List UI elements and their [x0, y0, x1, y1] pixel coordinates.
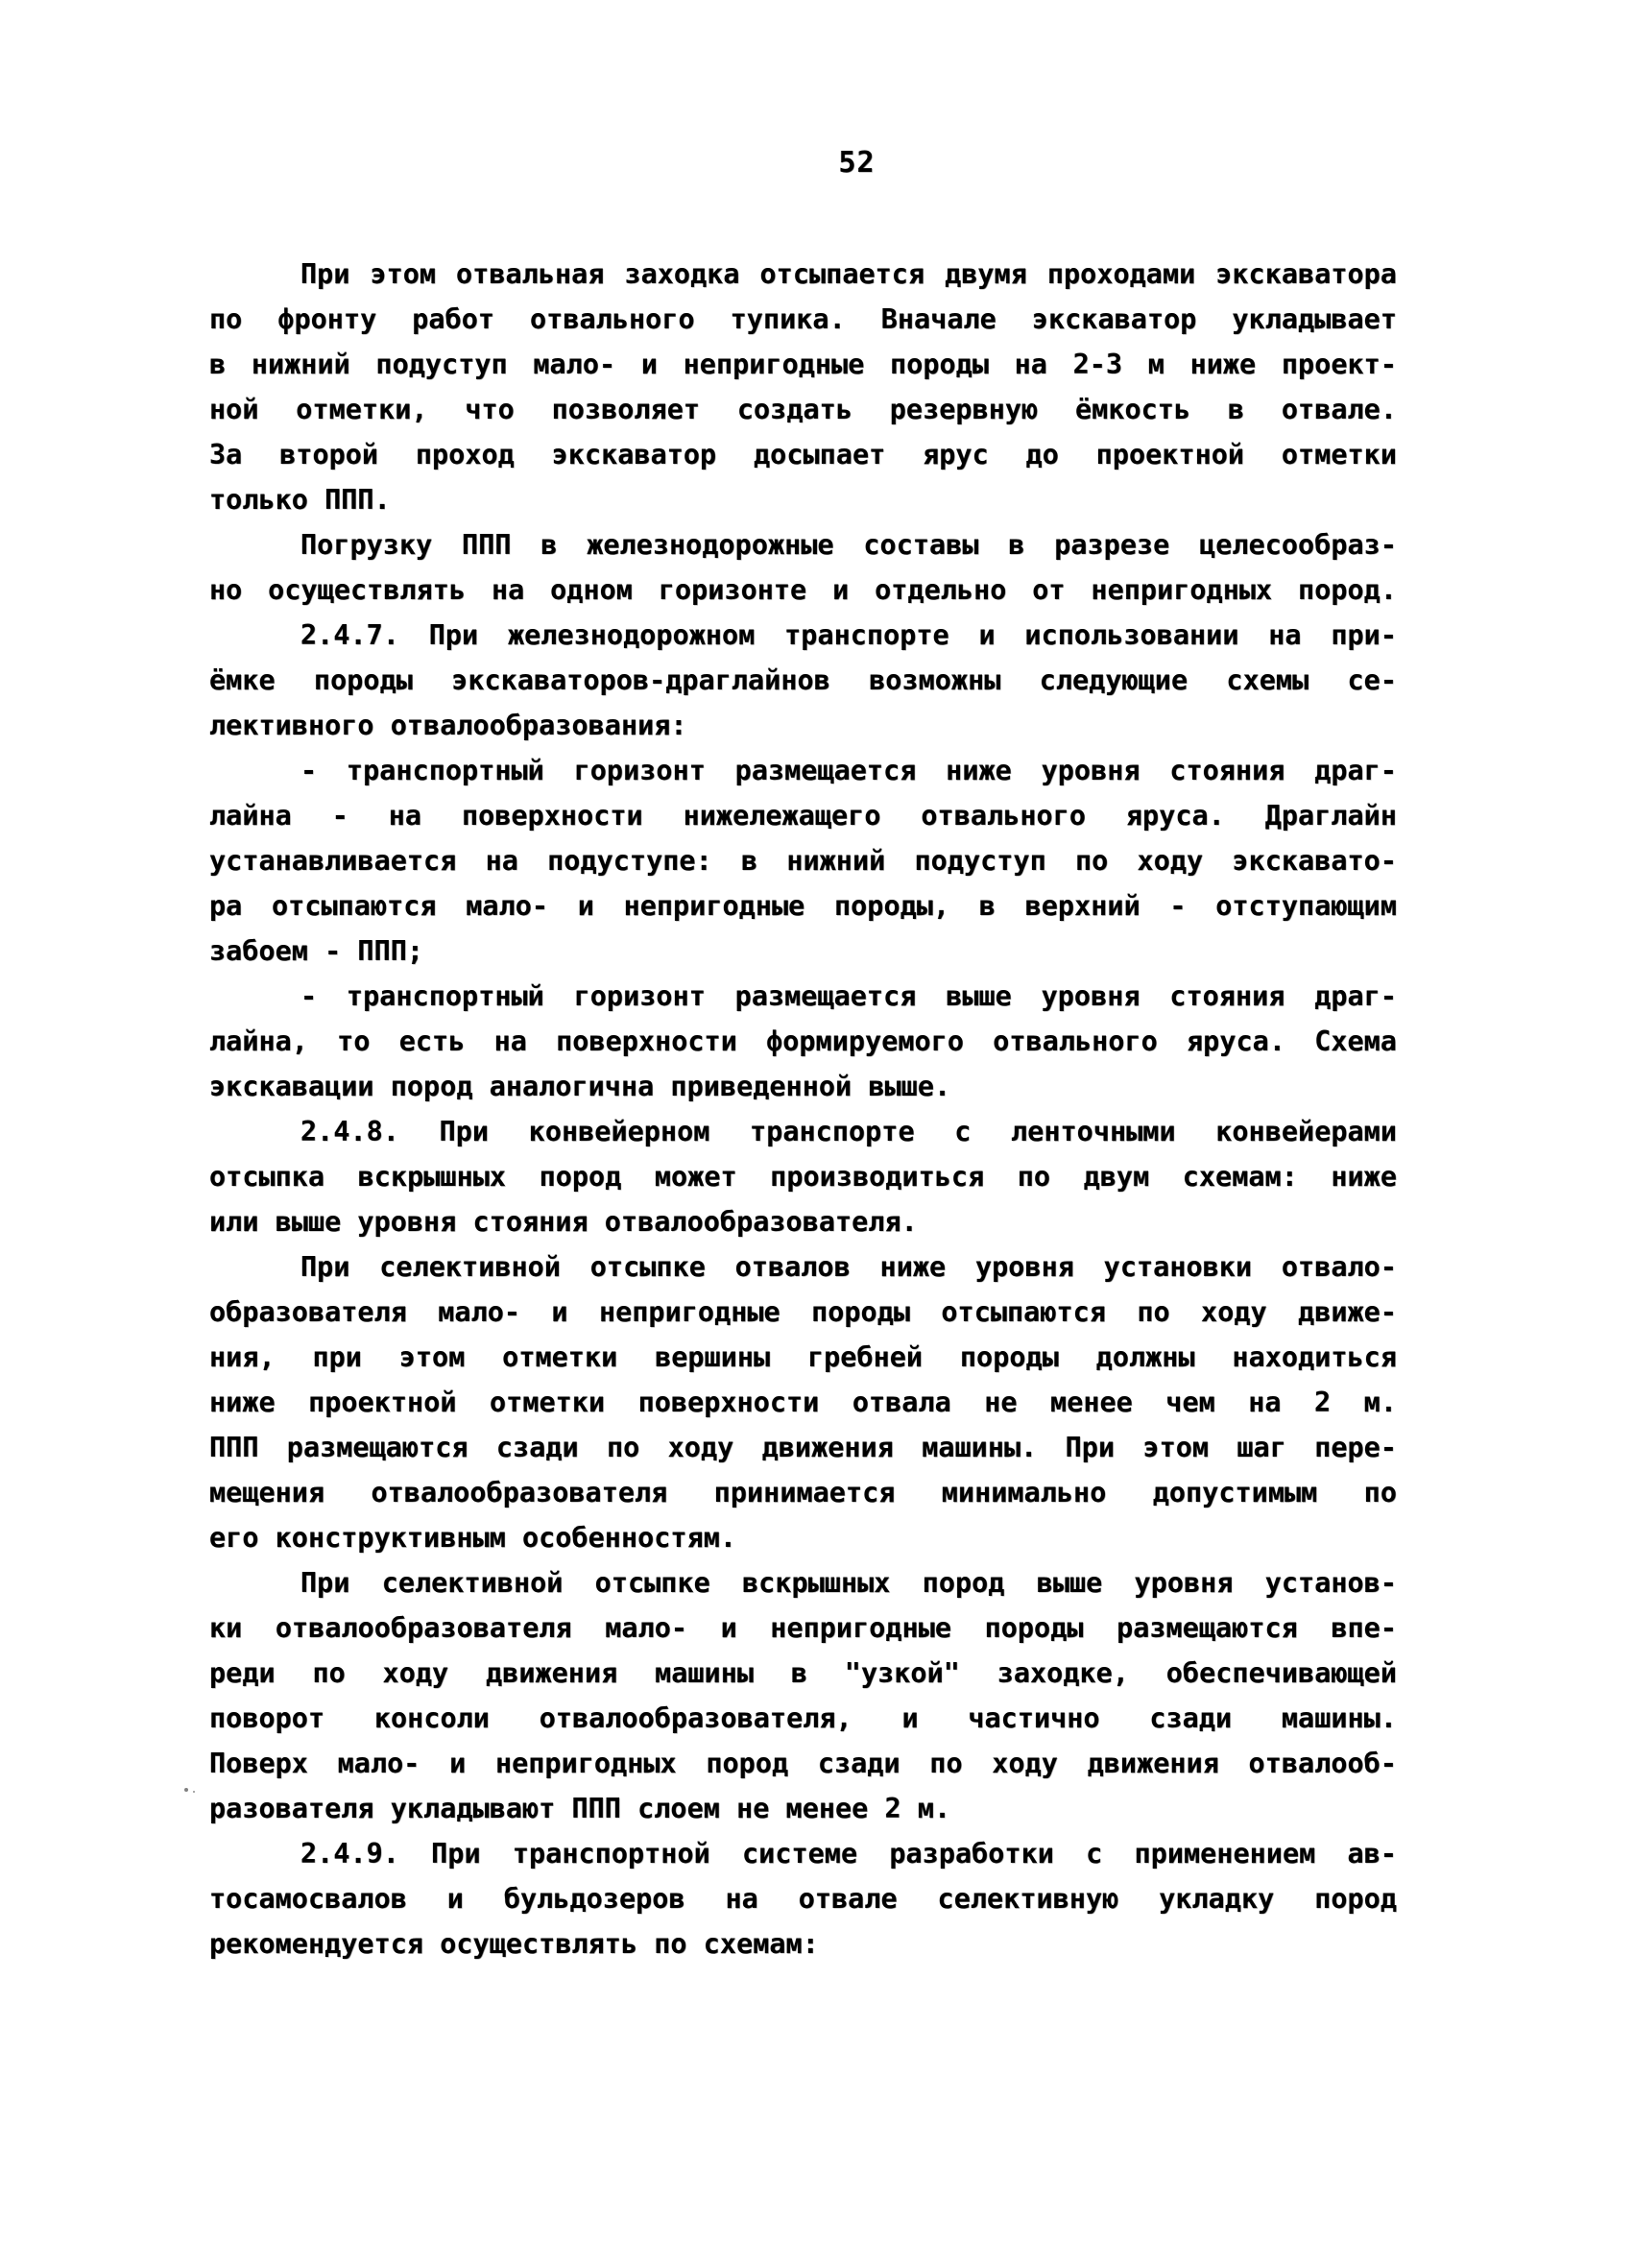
text-line: ниже проектной отметки поверхности отвала не менее чем на 2 м.	[209, 1387, 1397, 1418]
text-line: ной отметки, что позволяет создать резервную ёмкость в отвале.	[209, 394, 1397, 425]
paragraph	[209, 1109, 1397, 1244]
text-line: рекомендуется осуществлять по схемам:	[209, 1928, 819, 1960]
text-line: ра отсыпаются мало- и непригодные породы, в верхний - отступающим	[209, 890, 1397, 922]
text-line: лективного отвалообразования:	[209, 710, 687, 741]
text-line: отсыпка вскрышных пород может производиться по двум схемам: ниже	[209, 1161, 1397, 1193]
text-line: устанавливается на подуступе: в нижний подуступ по ходу экскавато-	[209, 845, 1397, 877]
paragraph	[209, 748, 1397, 974]
text-line: При этом отвальная заходка отсыпается двумя проходами экскаватора	[300, 258, 1397, 290]
text-line: ППП размещаются сзади по ходу движения машины. При этом шаг пере-	[209, 1432, 1397, 1463]
text-line: При селективной отсыпке вскрышных пород выше уровня установ-	[300, 1567, 1397, 1599]
text-line: тосамосвалов и бульдозеров на отвале селективную укладку пород	[209, 1883, 1397, 1915]
text-line: образователя мало- и непригодные породы отсыпаются по ходу движе-	[209, 1296, 1397, 1328]
paragraph	[209, 1244, 1397, 1560]
text-line: разователя укладывают ППП слоем не менее 2 м.	[209, 1793, 951, 1824]
text-line: его конструктивным особенностям.	[209, 1522, 737, 1554]
text-line: мещения отвалообразователя принимается минимально допустимым по	[209, 1477, 1397, 1508]
text-line: но осуществлять на одном горизонте и отдельно от непригодных пород.	[209, 574, 1397, 606]
text-line: 2.4.7. При железнодорожном транспорте и использовании на при-	[300, 619, 1397, 651]
text-line: За второй проход экскаватор досыпает ярус до проектной отметки	[209, 439, 1397, 470]
text-line: лайна, то есть на поверхности формируемого отвального яруса. Схема	[209, 1025, 1397, 1057]
text-line: поворот консоли отвалообразователя, и частично сзади машины.	[209, 1702, 1397, 1734]
text-line: или выше уровня стояния отвалообразователя.	[209, 1206, 918, 1238]
text-line: - транспортный горизонт размещается ниже уровня стояния драг-	[300, 755, 1397, 786]
text-line: забоем - ППП;	[209, 935, 424, 967]
text-line: Погрузку ППП в железнодорожные составы в разрезе целесообраз-	[300, 529, 1397, 561]
scan-speck	[184, 1788, 188, 1792]
text-line: При селективной отсыпке отвалов ниже уровня установки отвало-	[300, 1251, 1397, 1283]
text-line: реди по ходу движения машины в "узкой" заходке, обеспечивающей	[209, 1657, 1397, 1689]
text-line: ки отвалообразователя мало- и непригодные породы размещаются впе-	[209, 1612, 1397, 1644]
paragraph	[209, 613, 1397, 748]
text-block	[209, 252, 1397, 1966]
page-number: 52	[838, 146, 876, 180]
text-line: в нижний подуступ мало- и непригодные породы на 2-3 м ниже проект-	[209, 349, 1397, 380]
text-line: ёмке породы экскаваторов-драглайнов возможны следующие схемы се-	[209, 664, 1397, 696]
text-line: 2.4.8. При конвейерном транспорте с ленточными конвейерами	[300, 1116, 1397, 1147]
paragraph	[209, 1831, 1397, 1966]
text-line: по фронту работ отвального тупика. Вначале экскаватор укладывает	[209, 303, 1397, 335]
text-line: - транспортный горизонт размещается выше уровня стояния драг-	[300, 980, 1397, 1012]
text-line: только ППП.	[209, 484, 391, 516]
paragraph	[209, 1560, 1397, 1831]
text-line: 2.4.9. При транспортной системе разработки с применением ав-	[300, 1838, 1397, 1870]
text-line: экскавации пород аналогична приведенной выше.	[209, 1071, 951, 1102]
paragraph	[209, 522, 1397, 613]
text-line: лайна - на поверхности нижележащего отвального яруса. Драглайн	[209, 800, 1397, 832]
paragraph	[209, 974, 1397, 1109]
paragraph	[209, 252, 1397, 522]
text-line: Поверх мало- и непригодных пород сзади по ходу движения отвалооб-	[209, 1748, 1397, 1779]
text-line: ния, при этом отметки вершины гребней породы должны находиться	[209, 1341, 1397, 1373]
